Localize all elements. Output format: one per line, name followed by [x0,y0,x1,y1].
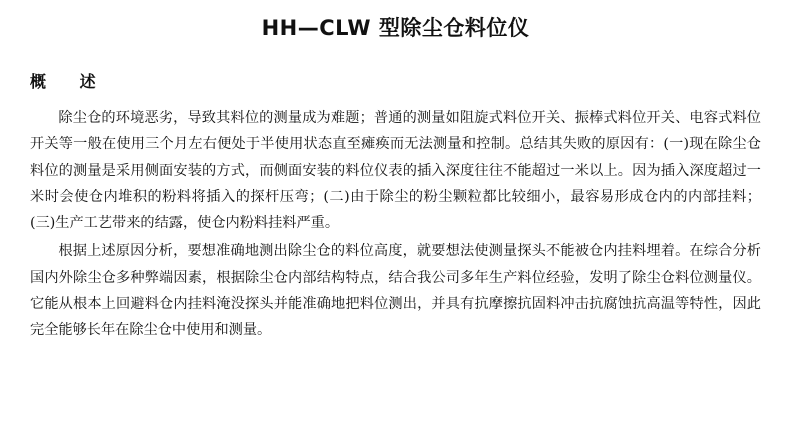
document-title: HH—CLW 型除尘仓料位仪 [261,16,530,40]
paragraph-solution-description: 根据上述原因分析，要想准确地测出除尘仓的料位高度，就要想法使测量探头不能被仓内挂料埋着。在综合分析国内外除尘仓多种弊端因素，根据除尘仓内部结构特点，结合我公司多年生产料位经验，发明了除尘仓料位测量仪。它能从根本上回避料仓内挂料淹没探头并能准确地把料位测出，并具有抗摩擦抗固料冲击抗腐蚀抗高温等特性，因此完全能够长年在除尘仓中使用和测量。 [30,243,761,339]
section-heading-overview: 概 述 [30,72,110,91]
paragraph-problem-description: 除尘仓的环境恶劣，导致其料位的测量成为难题；普通的测量如阻旋式料位开关、振棒式料位开关、电容式料位开关等一般在使用三个月左右便处于半使用状态直至瘫痪而无法测量和控制。总结其失败的原因有：(一)现在除尘仓料位的测量是采用侧面安装的方式，而侧面安装的料位仪表的插入深度往往不能超过一米以上。因为插入深度超过一米时会使仓内堆积的粉料将插入的探杆压弯；(二)由于除尘的粉尘颗粒都比较细小，最容易形成仓内的内部挂料；(三)生产工艺带来的结露，使仓内粉料挂料严重。 [30,110,761,232]
